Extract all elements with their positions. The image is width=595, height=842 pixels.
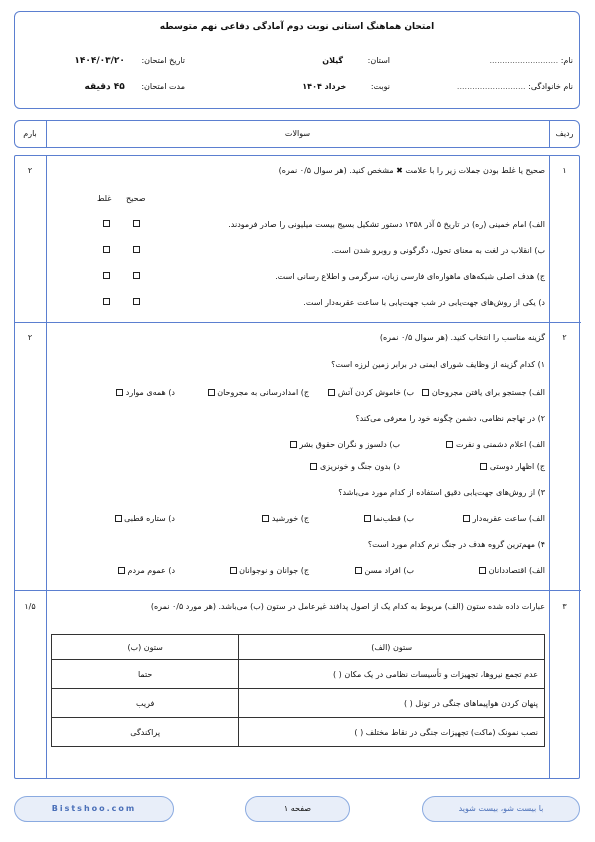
table-row <box>52 718 545 747</box>
q2-2-b-checkbox[interactable] <box>290 441 297 448</box>
q2-2-question: ۲) در تهاجم نظامی، دشمن چگونه خود را معرفی می‌کند؟ <box>355 414 545 423</box>
q1-false-label: غلط <box>97 194 112 203</box>
name-field <box>489 56 573 65</box>
q1-number: ۱ <box>562 166 567 175</box>
q3-score: ۱/۵ <box>24 602 36 611</box>
q3-title: عبارات داده شده ستون (الف) مربوط به کدام یک از اصول پدافند غیرعامل در ستون (ب) می‌باشد. (هر مورد ۰/۵ نمره) <box>150 602 545 611</box>
q2-3-option-a[interactable]: الف) ساعت عقربه‌دار <box>463 514 545 523</box>
q2-title: گزینه مناسب را انتخاب کنید. (هر سوال ۰/۵ نمره) <box>379 333 545 342</box>
q2-4-d-checkbox[interactable] <box>118 567 125 574</box>
q2-2-c-checkbox[interactable] <box>480 463 487 470</box>
q1-item-d: د) یکی از روش‌های جهت‌یابی در شب جهت‌یابی با ساعت عقربه‌دار است. <box>303 298 545 307</box>
family-label: نام خانوادگی: <box>528 82 573 91</box>
col-a-header: ستون (الف) <box>239 635 545 660</box>
col-a-cell: پنهان کردن هواپیماهای جنگی در تونل ( ) <box>239 689 545 718</box>
q2-3-option-b[interactable]: ب) قطب‌نما <box>364 514 414 523</box>
q2-2-d-checkbox[interactable] <box>310 463 317 470</box>
q1-item-c: ج) هدف اصلی شبکه‌های ماهواره‌ای فارسی زبان، سرگرمی و اطلاع رسانی است. <box>275 272 545 281</box>
q1-a-false-checkbox[interactable] <box>103 220 110 227</box>
table-row <box>52 689 545 718</box>
col-b-cell: پراکندگی <box>52 718 239 747</box>
q2-1-option-d[interactable]: د) همه‌ی موارد <box>116 388 175 397</box>
name-dots: ........................... <box>489 56 559 65</box>
duration-label: مدت امتحان: <box>141 82 185 91</box>
q2-score: ۲ <box>27 333 33 342</box>
table-header-row <box>52 635 545 660</box>
q2-4-option-a[interactable]: الف) اقتصاددانان <box>479 566 545 575</box>
col-score-header: بارم <box>23 129 37 138</box>
family-field <box>457 82 573 91</box>
q2-1-d-checkbox[interactable] <box>116 389 123 396</box>
q2-4-option-c[interactable]: ج) جوانان و نوجوانان <box>230 566 309 575</box>
footer-page-number: صفحه ۱ <box>245 796 350 822</box>
matching-table <box>51 634 545 747</box>
q2-number: ۲ <box>562 333 567 342</box>
q2-1-option-b[interactable]: ب) خاموش کردن آتش <box>328 388 414 397</box>
date-value: ۱۴۰۴/۰۳/۲۰ <box>74 56 125 66</box>
col-a-cell: نصب نمونک (ماکت) تجهیزات جنگی در نقاط مختلف ( ) <box>239 718 545 747</box>
q1-title: صحیح یا غلط بودن جملات زیر را با علامت ✖ مشخص کنید. (هر سوال ۰/۵ نمره) <box>278 166 545 175</box>
q1-b-false-checkbox[interactable] <box>103 246 110 253</box>
q2-3-question: ۳) از روش‌های جهت‌یابی دقیق استفاده از کدام مورد می‌باشد؟ <box>338 488 545 497</box>
q1-score: ۲ <box>27 166 33 175</box>
duration-value: ۴۵ دقیقه <box>84 82 125 92</box>
q1-a-true-checkbox[interactable] <box>133 220 140 227</box>
duration-field <box>85 82 185 92</box>
q1-d-false-checkbox[interactable] <box>103 298 110 305</box>
q2-4-a-checkbox[interactable] <box>479 567 486 574</box>
col-a-cell: عدم تجمع نیروها، تجهیزات و تأسیسات نظامی در یک مکان ( ) <box>239 660 545 689</box>
q2-3-d-checkbox[interactable] <box>115 515 122 522</box>
province-value: گیلان <box>322 56 344 65</box>
q3-number: ۳ <box>562 602 567 611</box>
q2-2-option-a[interactable]: الف) اعلام دشمنی و نفرت <box>446 440 545 449</box>
q1-item-a: الف) امام خمینی (ره) در تاریخ ۵ آذر ۱۳۵۸ دستور تشکیل بسیج بیست میلیونی را صادر فرمودند. <box>228 220 545 229</box>
q2-1-a-checkbox[interactable] <box>422 389 429 396</box>
q2-2-option-c[interactable]: ج) اظهار دوستی <box>480 462 545 471</box>
q2-3-a-checkbox[interactable] <box>463 515 470 522</box>
q1-d-true-checkbox[interactable] <box>133 298 140 305</box>
q2-3-b-checkbox[interactable] <box>364 515 371 522</box>
q2-1-option-c[interactable]: ج) امدادرسانی به مجروحان <box>208 388 309 397</box>
q2-1-question: ۱) کدام گزینه از وظایف شورای ایمنی در برابر زمین لرزه است؟ <box>331 360 545 369</box>
province-field <box>322 56 390 65</box>
q1-true-label: صحیح <box>126 194 146 203</box>
session-label: نوبت: <box>370 82 390 91</box>
date-field <box>74 56 185 66</box>
q2-2-a-checkbox[interactable] <box>446 441 453 448</box>
session-field <box>302 82 390 91</box>
q2-1-b-checkbox[interactable] <box>328 389 335 396</box>
q2-4-c-checkbox[interactable] <box>230 567 237 574</box>
col-b-header: ستون (ب) <box>52 635 239 660</box>
session-value: خرداد ۱۴۰۴ <box>302 82 347 91</box>
family-dots: ........................... <box>456 82 526 91</box>
q2-4-question: ۴) مهم‌ترین گروه هدف در جنگ نرم کدام مورد است؟ <box>367 540 545 549</box>
q2-2-option-d[interactable]: د) بدون جنگ و خونریزی <box>310 462 400 471</box>
footer-slogan: با بیست شو، بیست شوید <box>422 796 580 822</box>
q2-1-option-a[interactable]: الف) جستجو برای یافتن مجروحان <box>422 388 545 397</box>
q2-3-c-checkbox[interactable] <box>262 515 269 522</box>
q2-4-option-b[interactable]: ب) افراد مسن <box>355 566 414 575</box>
col-questions-header: سوالات <box>284 129 311 138</box>
q1-b-true-checkbox[interactable] <box>133 246 140 253</box>
q1-c-false-checkbox[interactable] <box>103 272 110 279</box>
name-label: نام: <box>560 56 573 65</box>
footer-site-link[interactable]: Bistshoo.com <box>14 796 174 822</box>
q2-2-option-b[interactable]: ب) دلسوز و نگران حقوق بشر <box>290 440 400 449</box>
q2-1-c-checkbox[interactable] <box>208 389 215 396</box>
q2-4-b-checkbox[interactable] <box>355 567 362 574</box>
q1-c-true-checkbox[interactable] <box>133 272 140 279</box>
table-row <box>52 660 545 689</box>
col-b-cell: فریب <box>52 689 239 718</box>
exam-title: امتحان هماهنگ استانی نوبت دوم آمادگی دفاعی نهم متوسطه <box>159 22 435 32</box>
q2-3-option-d[interactable]: د) ستاره قطبی <box>115 514 175 523</box>
q1-item-b: ب) انقلاب در لغت به معنای تحول، دگرگونی و رو‌بر‌و شدن است. <box>331 246 545 255</box>
q2-3-option-c[interactable]: ج) خورشید <box>262 514 309 523</box>
province-label: استان: <box>367 56 390 65</box>
date-label: تاریخ امتحان: <box>141 56 185 65</box>
col-row-header: ردیف <box>555 129 574 138</box>
q2-4-option-d[interactable]: د) عموم مردم <box>118 566 175 575</box>
col-b-cell: حتما <box>52 660 239 689</box>
